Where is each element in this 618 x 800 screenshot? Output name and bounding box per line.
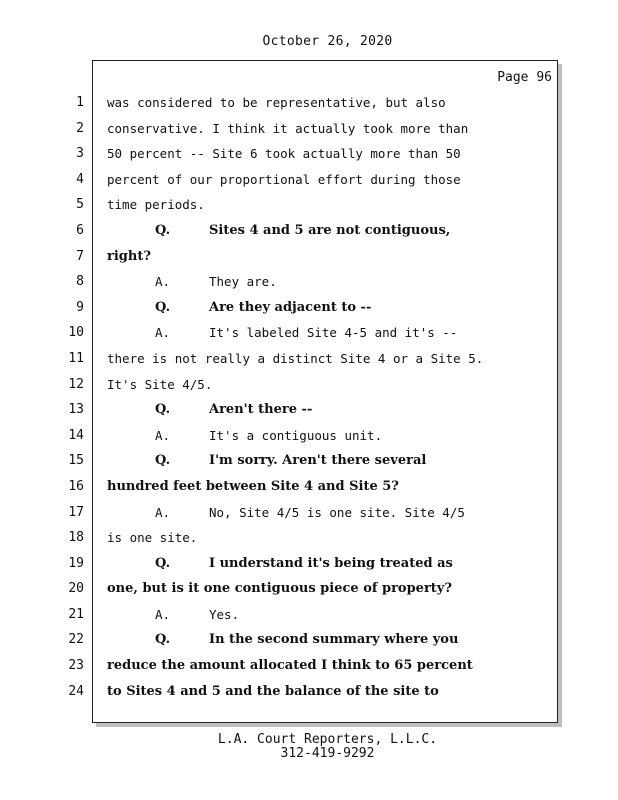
footer: [0, 733, 618, 761]
line-number: 9: [76, 299, 84, 315]
line-text: It's Site 4/5.: [107, 376, 213, 392]
line-text: right?: [107, 248, 151, 264]
speaker-tag: Q.: [155, 222, 171, 238]
speaker-tag: A.: [155, 274, 171, 290]
line-number: 8: [76, 274, 84, 290]
line-text: was considered to be representative, but also: [107, 95, 446, 110]
answer-line: [107, 525, 547, 551]
line-number: 6: [76, 222, 84, 238]
line-number: 13: [68, 402, 84, 418]
line-text: Are they adjacent to --: [209, 299, 372, 315]
answer-line: [107, 372, 547, 398]
answer-line: [107, 346, 547, 372]
line-number: 10: [68, 325, 84, 341]
line-number: 5: [76, 197, 84, 213]
speaker-tag: Q.: [155, 632, 171, 648]
line-text: conservative. I think it actually took more than: [107, 120, 469, 136]
line-number: 22: [68, 632, 84, 648]
line-number: 2: [76, 120, 84, 136]
line-number: 4: [76, 171, 84, 187]
line-number: 23: [68, 658, 84, 674]
answer-line: [107, 602, 547, 628]
question-line: [107, 551, 547, 577]
transcript-line: [107, 116, 547, 142]
line-text: to Sites 4 and 5 and the balance of the site to: [107, 683, 439, 699]
question-line: [107, 653, 547, 679]
transcript-body: [107, 90, 547, 704]
page-number: Page 96: [497, 70, 552, 85]
question-line: [107, 448, 547, 474]
line-text: I'm sorry. Aren't there several: [209, 453, 427, 469]
line-text: one, but is it one contiguous piece of property?: [107, 581, 452, 597]
transcript-line: [107, 141, 547, 167]
answer-line: [107, 423, 547, 449]
line-text: reduce the amount allocated I think to 65 percent: [107, 658, 473, 674]
line-text: 50 percent -- Site 6 took actually more than 50: [107, 146, 461, 162]
line-number: 24: [68, 683, 84, 699]
line-number: 14: [68, 427, 84, 443]
line-number: 12: [68, 376, 84, 392]
line-number: 21: [68, 606, 84, 622]
speaker-tag: A.: [155, 325, 171, 341]
line-text: I understand it's being treated as: [209, 555, 453, 571]
line-text: They are.: [209, 274, 277, 290]
line-number: 7: [76, 248, 84, 264]
question-line: [107, 397, 547, 423]
line-number: 15: [68, 453, 84, 469]
transcript-line: [107, 192, 547, 218]
question-line: [107, 295, 547, 321]
question-line: [107, 627, 547, 653]
answer-line: [107, 500, 547, 526]
line-number: 11: [68, 350, 84, 366]
transcript-line: [107, 167, 547, 193]
question-line: [107, 244, 547, 270]
speaker-tag: A.: [155, 427, 171, 443]
line-text: In the second summary where you: [209, 632, 459, 648]
speaker-tag: Q.: [155, 555, 171, 571]
line-text: time periods.: [107, 197, 205, 213]
line-text: is one site.: [107, 530, 198, 546]
answer-line: [107, 269, 547, 295]
question-line: [107, 576, 547, 602]
speaker-tag: Q.: [155, 299, 171, 315]
line-number: 17: [68, 504, 84, 520]
line-text: there is not really a distinct Site 4 or a Site 5.: [107, 350, 484, 366]
line-number: 3: [76, 146, 84, 162]
line-text: Sites 4 and 5 are not contiguous,: [209, 222, 451, 238]
footer-phone: 312-419-9292: [280, 746, 375, 761]
line-text: Aren't there --: [209, 402, 313, 418]
line-text: No, Site 4/5 is one site. Site 4/5: [209, 504, 465, 520]
line-number: 18: [68, 530, 84, 546]
answer-line: [107, 320, 547, 346]
question-line: [107, 474, 547, 500]
header-date: October 26, 2020: [262, 34, 393, 49]
line-text: percent of our proportional effort during those: [107, 171, 461, 187]
line-number: 1: [76, 95, 84, 110]
speaker-tag: Q.: [155, 402, 171, 418]
transcript-line: [107, 90, 547, 116]
line-number: 19: [68, 555, 84, 571]
question-line: [107, 679, 547, 705]
speaker-tag: Q.: [155, 453, 171, 469]
footer-company: L.A. Court Reporters, L.L.C.: [217, 732, 438, 747]
line-text: hundred feet between Site 4 and Site 5?: [107, 478, 399, 494]
question-line: [107, 218, 547, 244]
line-text: It's labeled Site 4-5 and it's --: [209, 325, 458, 341]
line-number: 20: [68, 581, 84, 597]
line-text: It's a contiguous unit.: [209, 427, 383, 443]
line-number-column: [0, 90, 84, 704]
line-number: 16: [68, 478, 84, 494]
speaker-tag: A.: [155, 606, 171, 622]
line-text: Yes.: [209, 606, 240, 622]
speaker-tag: A.: [155, 504, 171, 520]
